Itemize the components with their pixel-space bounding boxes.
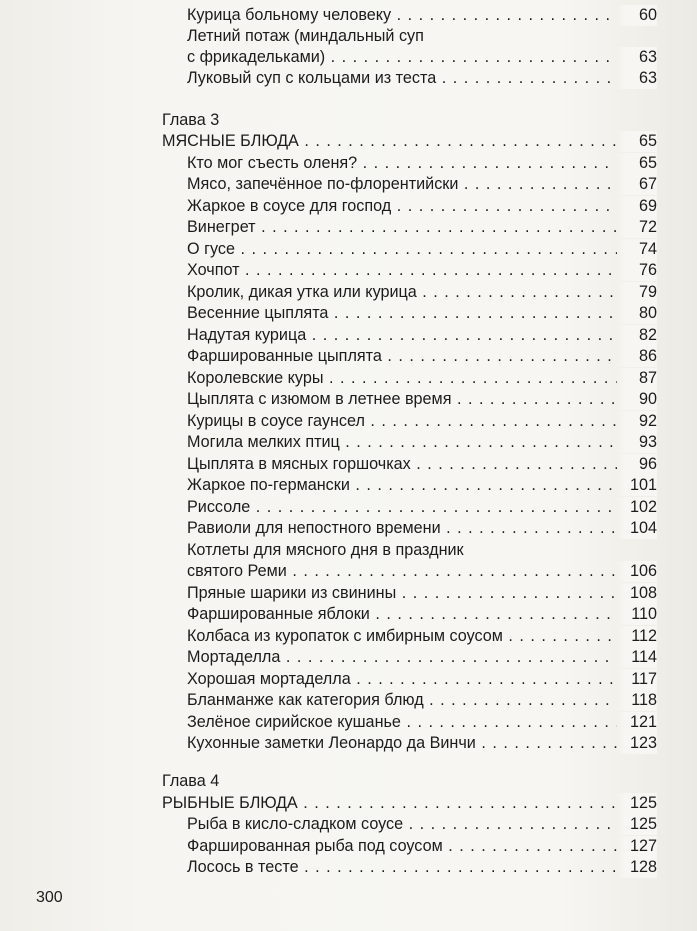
toc-entry (0, 196, 657, 217)
toc-entry (0, 647, 657, 668)
toc-entry-page: 63 (617, 68, 657, 89)
toc-entry-title: Колбаса из куропаток с имбирным соусом . . . (187, 626, 617, 647)
toc-entry-page: 101 (617, 475, 657, 496)
toc-entry (0, 346, 657, 367)
toc-entry-page: 110 (617, 604, 657, 625)
toc-entry-page: 128 (617, 857, 657, 878)
toc-entry-page: 86 (617, 346, 657, 367)
toc-entry-title: Мясо, запечённое по-флорентийски . . . (187, 174, 617, 195)
toc-entry-page: 69 (617, 196, 657, 217)
toc-entry (0, 836, 657, 857)
toc-entry-page: 60 (617, 5, 657, 26)
toc-entry (0, 217, 657, 238)
toc-entry (0, 561, 657, 582)
toc-entry-title-line: Котлеты для мясного дня в праздник (187, 540, 464, 559)
toc-entry-title: Курица больному человеку . . . (187, 5, 617, 26)
toc-entry-title: Зелёное сирийское кушанье . . . (187, 712, 617, 733)
chapter-label: Глава 3 (162, 111, 220, 129)
toc-entry (0, 626, 657, 647)
toc-entry (0, 5, 657, 26)
toc-entry (0, 153, 657, 174)
toc-entry-page: 121 (617, 712, 657, 733)
toc-entry-page: 106 (617, 561, 657, 582)
toc-entry-title: Надутая курица . . . (187, 325, 617, 346)
toc-entry-title: святого Реми . . . (187, 561, 617, 582)
toc-entry (0, 583, 657, 604)
toc-entry-page: 76 (617, 260, 657, 281)
toc-entry-title: Луковый суп с кольцами из теста . . . (187, 68, 617, 89)
toc-entry (0, 411, 657, 432)
toc-entry-title: Курицы в соусе гаунсел . . . (187, 411, 617, 432)
toc-entry-page: 112 (617, 626, 657, 647)
toc-entry-title: Равиоли для непостного времени . . . (187, 518, 617, 539)
toc-entry-page: 67 (617, 174, 657, 195)
toc-entry-page: 79 (617, 282, 657, 303)
toc-entry (0, 47, 657, 68)
chapter-label: Глава 4 (162, 772, 220, 790)
toc-entry-title: Весенние цыплята . . . (187, 303, 617, 324)
toc-entry (0, 733, 657, 754)
toc-entry-page: 90 (617, 389, 657, 410)
toc-entry-page: 80 (617, 303, 657, 324)
toc-entry-title: Фаршированные цыплята . . . (187, 346, 617, 367)
toc-entry (0, 260, 657, 281)
toc-entry-title: Жаркое в соусе для господ . . . (187, 196, 617, 217)
toc-entry-title: Фаршированная рыба под соусом . . . (187, 836, 617, 857)
toc-entry (0, 68, 657, 89)
toc-entry-page: 118 (617, 690, 657, 711)
toc-entry-page: 127 (617, 836, 657, 857)
toc-entry (0, 239, 657, 260)
toc-entry-title: Цыплята в мясных горшочках . . . (187, 454, 617, 475)
toc-entry-title: Лосось в тесте . . . (187, 857, 617, 878)
toc-entry-page: 114 (617, 647, 657, 668)
toc-entry-title: О гусе . . . (187, 239, 617, 260)
toc-entry (0, 497, 657, 518)
page-number: 300 (36, 889, 63, 906)
chapter-heading (0, 793, 657, 814)
toc-entry-title: Хочпот . . . (187, 260, 617, 281)
toc-entry-title: Цыплята с изюмом в летнее время . . . (187, 389, 617, 410)
toc-entry-title-line: Летний потаж (миндальный суп (187, 27, 424, 45)
toc-entry-title: Могила мелких птиц . . . (187, 432, 617, 453)
toc-entry-page: 65 (617, 153, 657, 174)
chapter-heading-title: МЯСНЫЕ БЛЮДА . . . (162, 131, 617, 152)
toc-entry-page: 87 (617, 368, 657, 389)
chapter-heading-title: РЫБНЫЕ БЛЮДА . . . (162, 793, 617, 814)
toc-entry (0, 690, 657, 711)
toc-entry-page: 104 (617, 518, 657, 539)
toc-entry-page: 74 (617, 239, 657, 260)
chapter-heading-page: 65 (617, 131, 657, 152)
toc-entry-title: Кролик, дикая утка или курица . . . (187, 282, 617, 303)
toc-entry-page: 102 (617, 497, 657, 518)
toc-entry-page: 117 (617, 669, 657, 690)
toc-entry (0, 454, 657, 475)
toc-entry-title: Кто мог съесть оленя? . . . (187, 153, 617, 174)
toc-entry (0, 174, 657, 195)
toc-entry-page: 93 (617, 432, 657, 453)
toc-entry (0, 325, 657, 346)
toc-entry-page: 108 (617, 583, 657, 604)
toc-entry-title: Пряные шарики из свинины . . . (187, 583, 617, 604)
toc-entry-page: 123 (617, 733, 657, 754)
toc-entry-title: Кухонные заметки Леонардо да Винчи . . . (187, 733, 617, 754)
toc-entry (0, 475, 657, 496)
toc-entry-title: Фаршированные яблоки . . . (187, 604, 617, 625)
toc-entry-page: 92 (617, 411, 657, 432)
toc-entry-title: Мортаделла . . . (187, 647, 617, 668)
toc-entry-title: Винегрет . . . (187, 217, 617, 238)
toc-entry (0, 857, 657, 878)
toc-entry (0, 712, 657, 733)
chapter-heading-page: 125 (617, 793, 657, 814)
toc-entry-page: 125 (617, 814, 657, 835)
toc-entry (0, 604, 657, 625)
toc-entry (0, 518, 657, 539)
toc-entry (0, 282, 657, 303)
toc-entry (0, 303, 657, 324)
toc-entry-title: Жаркое по-германски . . . (187, 475, 617, 496)
toc-entry (0, 432, 657, 453)
toc-entry (0, 368, 657, 389)
toc-entry-page: 72 (617, 217, 657, 238)
toc-entry-title: Риссоле . . . (187, 497, 617, 518)
toc-entry-title: Королевские куры . . . (187, 368, 617, 389)
toc-entry-title: Бланманже как категория блюд . . . (187, 690, 617, 711)
chapter-heading (0, 131, 657, 152)
toc-entry-title: Хорошая мортаделла . . . (187, 669, 617, 690)
toc-entry (0, 389, 657, 410)
toc-entry-page: 63 (617, 47, 657, 68)
toc-entry-title: Рыба в кисло-сладком соусе . . . (187, 814, 617, 835)
toc-entry-page: 96 (617, 454, 657, 475)
toc-entry (0, 669, 657, 690)
toc-entry-title: с фрикадельками) . . . (187, 47, 617, 68)
toc-entry-page: 82 (617, 325, 657, 346)
toc-entry (0, 814, 657, 835)
